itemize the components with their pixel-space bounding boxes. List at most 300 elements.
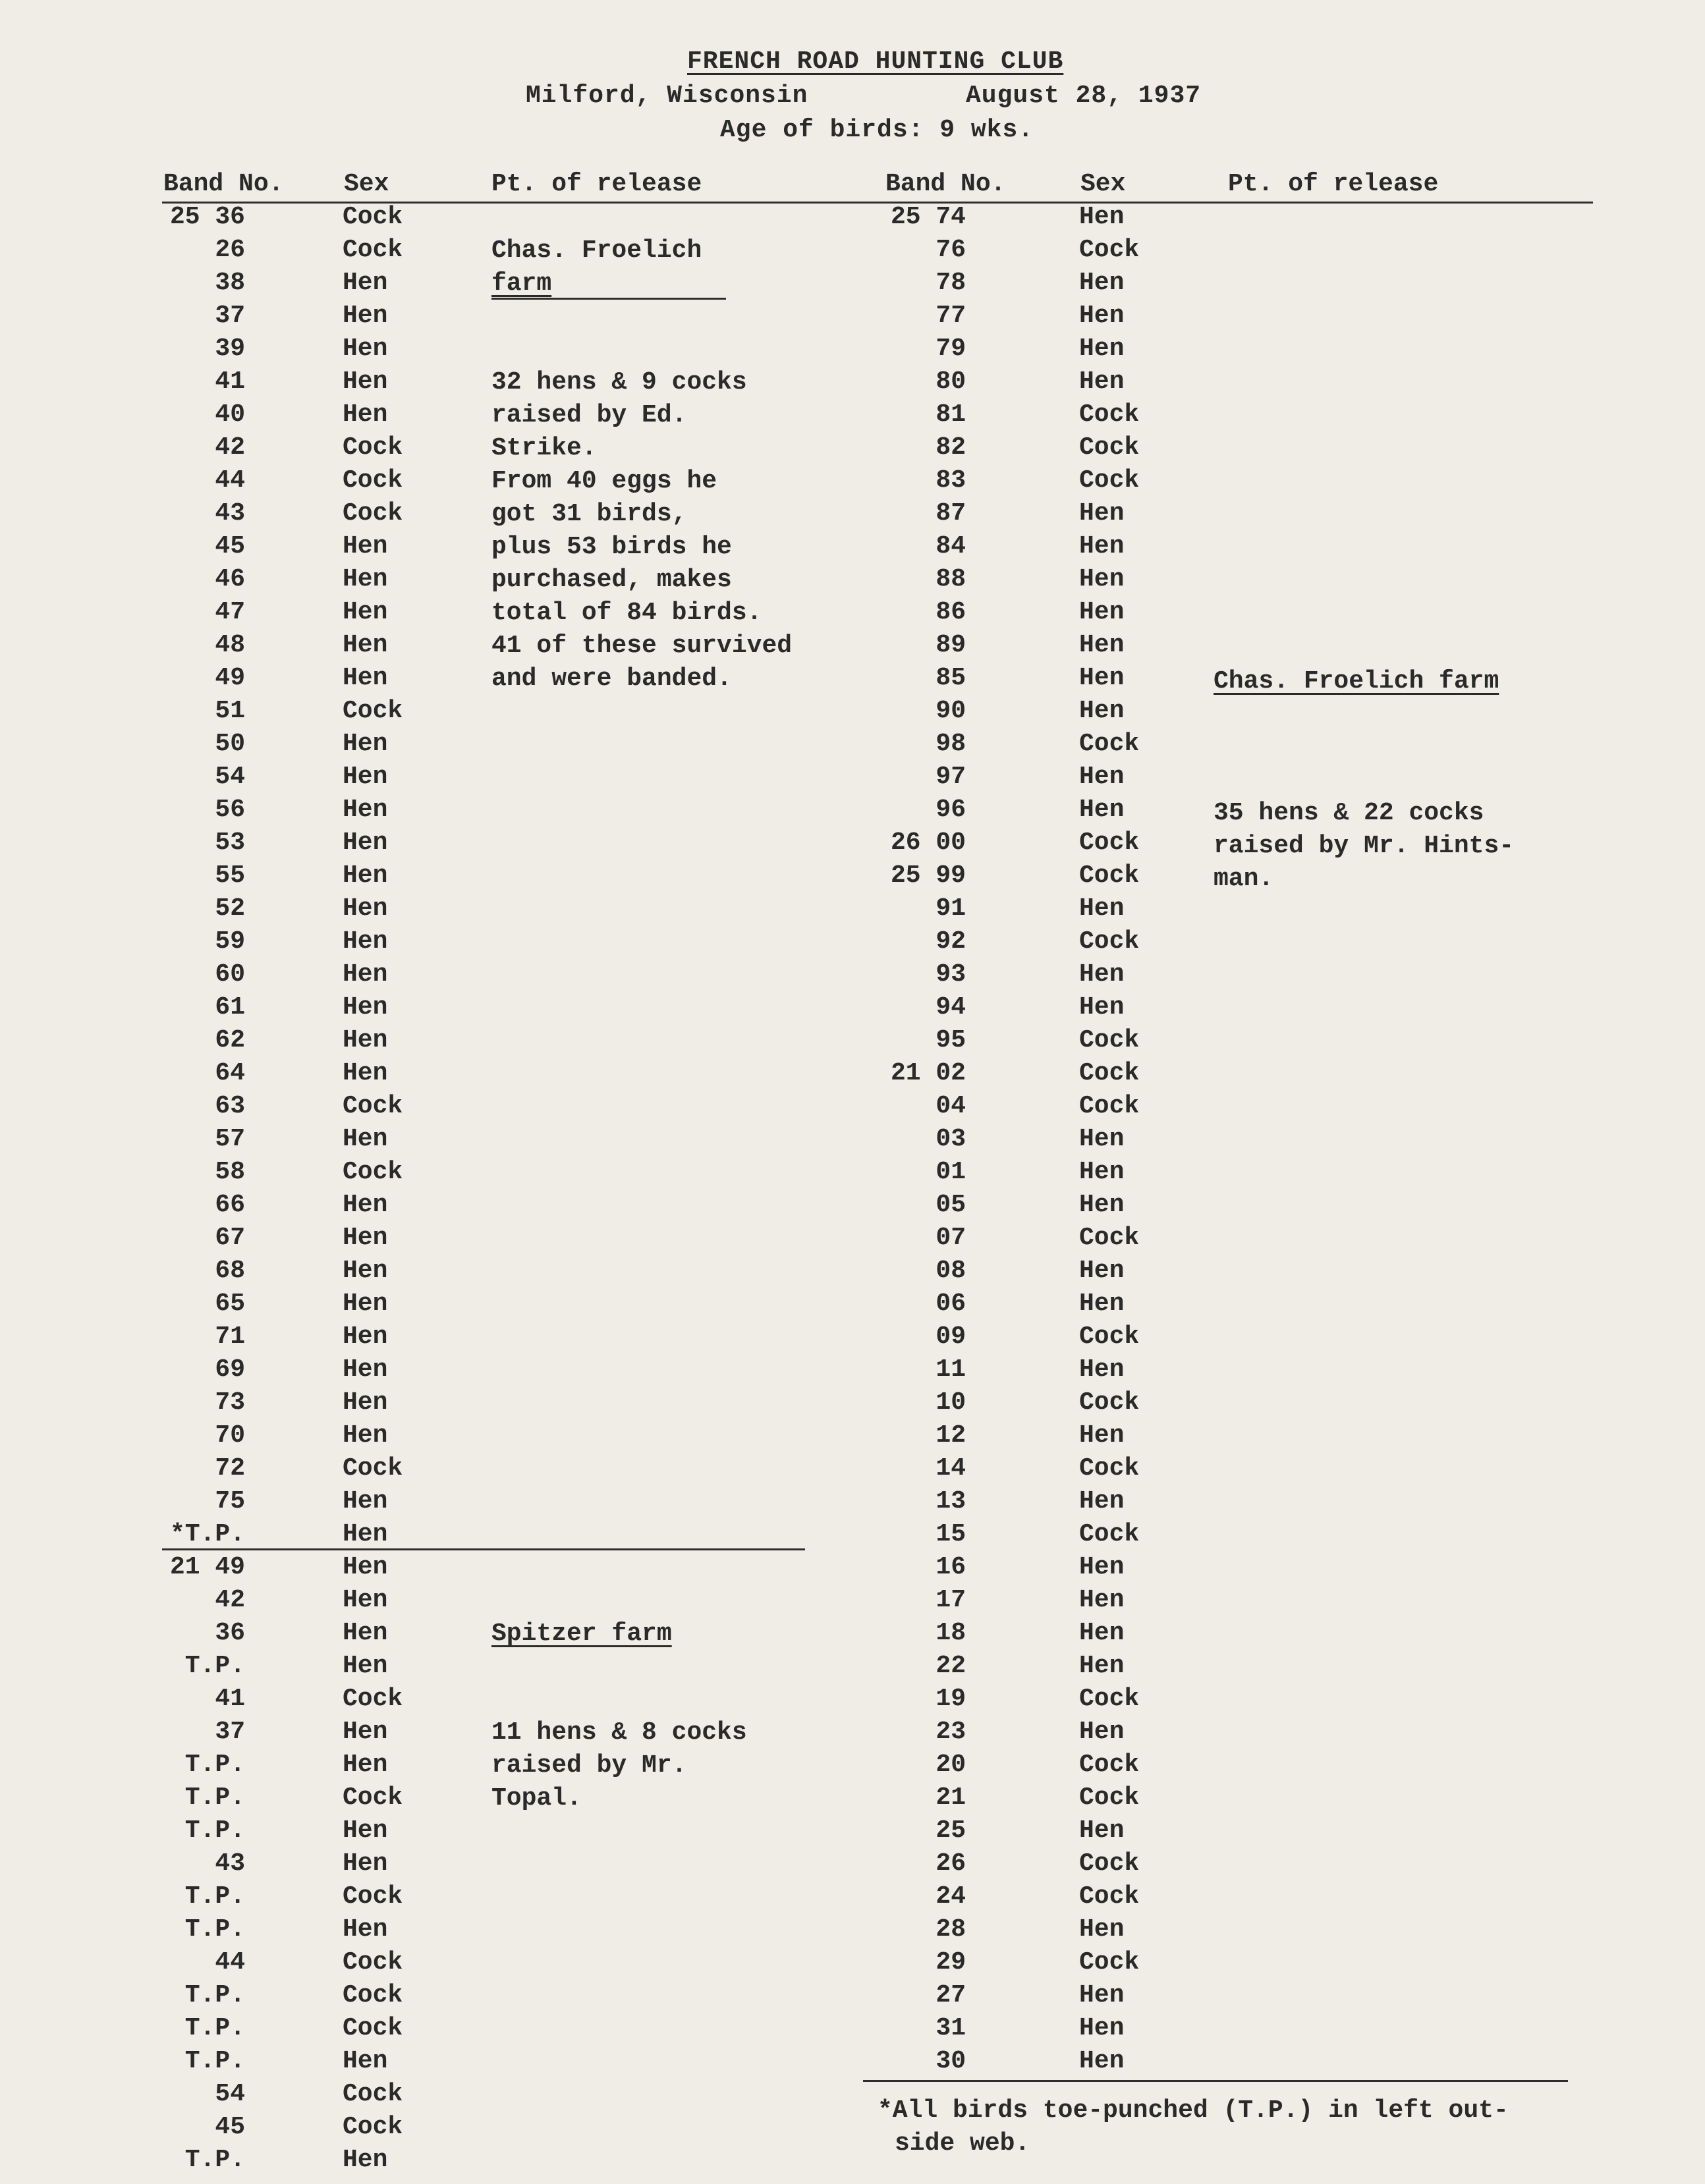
sex-value: Cock	[1079, 236, 1140, 264]
left-sex-header: Sex	[344, 170, 389, 198]
band-number: 22	[936, 1652, 966, 1680]
sex-value: Hen	[1079, 368, 1125, 396]
sex-value: Hen	[343, 894, 388, 923]
sex-value: Cock	[343, 236, 403, 264]
band-number: 36	[215, 1619, 245, 1647]
band-number: 41	[215, 368, 245, 396]
band-number: 55	[215, 861, 245, 890]
band-number: 68	[215, 1257, 245, 1285]
sex-value: Hen	[1079, 598, 1125, 626]
band-number: 63	[215, 1092, 245, 1120]
band-number: 93	[936, 960, 966, 989]
sex-value: Hen	[343, 927, 388, 956]
band-number: 71	[215, 1323, 245, 1351]
band-number: 65	[215, 1290, 245, 1318]
sex-value: Hen	[343, 1915, 388, 1944]
band-number: 77	[936, 302, 966, 330]
right-row	[0, 1191, 1705, 1224]
right-row	[0, 1882, 1705, 1915]
left-band-header: Band No.	[163, 170, 284, 198]
sex-value: Hen	[343, 861, 388, 890]
ed-strike-note-3: Strike.	[491, 434, 597, 462]
sex-value: Cock	[1079, 730, 1140, 758]
sex-value: Cock	[1079, 1323, 1140, 1351]
right-row	[0, 993, 1705, 1026]
left-row	[0, 2146, 1705, 2179]
sex-value: Hen	[343, 335, 388, 363]
sex-value: Hen	[343, 1191, 388, 1219]
right-row	[0, 1224, 1705, 1257]
sex-value: Cock	[1079, 1026, 1140, 1054]
sex-value: Hen	[343, 1816, 388, 1845]
sex-value: Hen	[343, 1290, 388, 1318]
sex-value: Cock	[343, 1158, 403, 1186]
right-row	[0, 1092, 1705, 1125]
sex-value: Hen	[343, 2146, 388, 2174]
right-row	[0, 1816, 1705, 1849]
band-number: *T.P.	[169, 1520, 245, 1548]
froelich-note-line2: farm	[491, 269, 552, 298]
band-number: 30	[936, 2047, 966, 2075]
sex-value: Cock	[1079, 1751, 1140, 1779]
sex-value: Hen	[1079, 960, 1125, 989]
sex-value: Hen	[1079, 203, 1125, 231]
band-number: 98	[936, 730, 966, 758]
sex-value: Cock	[1079, 1849, 1140, 1878]
sex-value: Hen	[1079, 1981, 1125, 2009]
right-band-header: Band No.	[885, 170, 1006, 198]
ed-strike-note-5: got 31 birds,	[491, 500, 687, 528]
band-number: T.P.	[184, 1981, 245, 2009]
band-number: 92	[936, 927, 966, 956]
sex-value: Cock	[1079, 1882, 1140, 1911]
right-row	[0, 302, 1705, 335]
sex-value: Hen	[1079, 269, 1125, 297]
sex-value: Hen	[343, 1652, 388, 1680]
sex-value: Cock	[343, 2080, 403, 2108]
band-number: 04	[936, 1092, 966, 1120]
club-title: FRENCH ROAD HUNTING CLUB	[687, 47, 1064, 76]
sex-value: Hen	[343, 631, 388, 659]
sex-value: Hen	[1079, 565, 1125, 593]
band-number: T.P.	[184, 1816, 245, 1845]
right-row	[0, 1981, 1705, 2014]
band-number: T.P.	[184, 1751, 245, 1779]
sex-value: Hen	[1079, 796, 1125, 824]
sex-value: Hen	[343, 664, 388, 692]
band-number: 72	[215, 1454, 245, 1483]
right-row	[0, 1718, 1705, 1751]
sex-value: Hen	[1079, 763, 1125, 791]
band-number: 07	[936, 1224, 966, 1252]
sex-value: Hen	[1079, 1553, 1125, 1581]
topal-note-2: raised by Mr.	[491, 1751, 687, 1780]
band-number: 25	[936, 1816, 966, 1845]
right-row	[0, 1323, 1705, 1355]
band-number: 66	[215, 1191, 245, 1219]
band-number: 91	[936, 894, 966, 923]
right-row	[0, 236, 1705, 269]
right-row	[0, 1685, 1705, 1718]
ed-strike-note-1: 32 hens & 9 cocks	[491, 368, 747, 396]
ed-strike-note-8: total of 84 birds.	[491, 599, 762, 627]
right-row	[0, 894, 1705, 927]
band-number: 45	[215, 2113, 245, 2141]
sex-value: Cock	[343, 433, 403, 462]
band-number: 49	[215, 664, 245, 692]
band-number: 47	[215, 598, 245, 626]
band-number: 96	[936, 796, 966, 824]
band-number: 42	[215, 1586, 245, 1614]
band-number: 54	[215, 763, 245, 791]
band-number: 89	[936, 631, 966, 659]
band-number: 06	[936, 1290, 966, 1318]
right-row	[0, 433, 1705, 466]
location: Milford, Wisconsin	[526, 82, 808, 110]
sex-value: Cock	[1079, 1224, 1140, 1252]
right-row	[0, 565, 1705, 598]
sex-value: Hen	[1079, 1652, 1125, 1680]
band-number: 24	[936, 1882, 966, 1911]
sex-value: Hen	[1079, 631, 1125, 659]
band-number: 23	[936, 1718, 966, 1746]
sex-value: Hen	[343, 598, 388, 626]
sex-value: Cock	[1079, 1685, 1140, 1713]
sex-value: Hen	[343, 1553, 388, 1581]
sex-value: Cock	[343, 697, 403, 725]
band-number: 21	[936, 1784, 966, 1812]
sex-value: Hen	[343, 1257, 388, 1285]
sex-value: Hen	[343, 532, 388, 560]
ed-strike-note-9: 41 of these survived	[491, 632, 793, 660]
footnote-line1: *All birds toe-punched (T.P.) in left out-	[878, 2096, 1509, 2125]
right-row	[0, 1059, 1705, 1092]
band-number: 08	[936, 1257, 966, 1285]
sex-value: Cock	[343, 1882, 403, 1911]
right-row	[0, 1553, 1705, 1586]
sex-value: Hen	[1079, 1421, 1125, 1450]
band-number: 17	[936, 1586, 966, 1614]
band-number: 44	[215, 466, 245, 495]
topal-note-3: Topal.	[491, 1784, 582, 1813]
sex-value: Hen	[343, 1718, 388, 1746]
left-release-header: Pt. of release	[491, 170, 702, 198]
sex-value: Hen	[343, 1586, 388, 1614]
topal-note-1: 11 hens & 8 cocks	[491, 1718, 747, 1747]
sex-value: Hen	[343, 1125, 388, 1153]
sex-value: Hen	[1079, 1290, 1125, 1318]
sex-value: Hen	[343, 565, 388, 593]
band-number: 26	[215, 236, 245, 264]
sex-value: Hen	[1079, 1619, 1125, 1647]
sex-value: Hen	[343, 1059, 388, 1087]
ed-strike-note-4: From 40 eggs he	[491, 467, 717, 495]
sex-value: Hen	[1079, 1125, 1125, 1153]
band-number: 43	[215, 499, 245, 528]
band-number: 61	[215, 993, 245, 1022]
right-row	[0, 1784, 1705, 1816]
sex-value: Hen	[1079, 1191, 1125, 1219]
band-number: 10	[936, 1388, 966, 1417]
sex-value: Cock	[343, 203, 403, 231]
band-number: 05	[936, 1191, 966, 1219]
right-row	[0, 335, 1705, 368]
right-row	[0, 1026, 1705, 1059]
right-row	[0, 1948, 1705, 1981]
right-row	[0, 1520, 1705, 1553]
sex-value: Cock	[1079, 1454, 1140, 1483]
sex-value: Hen	[343, 368, 388, 396]
sex-value: Hen	[1079, 1586, 1125, 1614]
sex-value: Hen	[1079, 1355, 1125, 1384]
band-number: 62	[215, 1026, 245, 1054]
right-row	[0, 1125, 1705, 1158]
right-row	[0, 1849, 1705, 1882]
right-row	[0, 1652, 1705, 1685]
sex-value: Cock	[343, 466, 403, 495]
right-row	[0, 631, 1705, 664]
band-number: 58	[215, 1158, 245, 1186]
ed-strike-note-10: and were banded.	[491, 665, 732, 693]
right-row	[0, 1586, 1705, 1619]
sex-value: Hen	[343, 1619, 388, 1647]
sex-value: Hen	[1079, 697, 1125, 725]
sex-value: Hen	[343, 796, 388, 824]
right-row	[0, 927, 1705, 960]
right-row	[0, 1619, 1705, 1652]
band-number: 73	[215, 1388, 245, 1417]
sex-value: Hen	[1079, 1816, 1125, 1845]
sex-value: Hen	[1079, 499, 1125, 528]
sex-value: Hen	[343, 730, 388, 758]
band-number: 64	[215, 1059, 245, 1087]
band-number: 39	[215, 335, 245, 363]
band-number: 51	[215, 697, 245, 725]
sex-value: Cock	[1079, 829, 1140, 857]
sex-value: Hen	[343, 1487, 388, 1515]
right-row	[0, 730, 1705, 763]
sex-value: Cock	[1079, 927, 1140, 956]
sex-value: Hen	[1079, 894, 1125, 923]
right-row	[0, 1158, 1705, 1191]
band-number: 15	[936, 1520, 966, 1548]
sex-value: Cock	[343, 1092, 403, 1120]
band-number: 16	[936, 1553, 966, 1581]
band-number: 25 74	[890, 203, 966, 231]
right-row	[0, 2047, 1705, 2080]
sex-value: Hen	[1079, 1718, 1125, 1746]
sex-value: Hen	[1079, 1158, 1125, 1186]
hintsman-note-3: man.	[1214, 865, 1274, 893]
band-number: 75	[215, 1487, 245, 1515]
ed-strike-note-7: purchased, makes	[491, 566, 732, 594]
band-number: 31	[936, 2014, 966, 2042]
right-row	[0, 1915, 1705, 1948]
spitzer-note: Spitzer farm	[491, 1620, 672, 1648]
right-row	[0, 1388, 1705, 1421]
right-row	[0, 1290, 1705, 1323]
band-number: 42	[215, 433, 245, 462]
band-number: 11	[936, 1355, 966, 1384]
right-row	[0, 1257, 1705, 1290]
sex-value: Hen	[1079, 302, 1125, 330]
band-number: 26	[936, 1849, 966, 1878]
band-number: 28	[936, 1915, 966, 1944]
right-row	[0, 697, 1705, 730]
sex-value: Cock	[343, 499, 403, 528]
band-number: 21 02	[890, 1059, 966, 1087]
sex-value: Hen	[343, 400, 388, 429]
band-number: T.P.	[184, 1652, 245, 1680]
band-number: 50	[215, 730, 245, 758]
band-number: T.P.	[184, 2014, 245, 2042]
band-number: T.P.	[184, 2146, 245, 2174]
band-number: 25 36	[169, 203, 245, 231]
band-number: T.P.	[184, 1882, 245, 1911]
sex-value: Hen	[1079, 335, 1125, 363]
band-number: 67	[215, 1224, 245, 1252]
band-number: 81	[936, 400, 966, 429]
band-number: 70	[215, 1421, 245, 1450]
band-number: 20	[936, 1751, 966, 1779]
footnote-line2: side web.	[895, 2129, 1030, 2158]
right-row	[0, 1355, 1705, 1388]
right-row	[0, 598, 1705, 631]
band-number: 79	[936, 335, 966, 363]
band-number: T.P.	[184, 1915, 245, 1944]
sex-value: Hen	[1079, 2014, 1125, 2042]
band-number: 45	[215, 532, 245, 560]
right-row	[0, 2014, 1705, 2047]
band-number: 87	[936, 499, 966, 528]
band-number: 40	[215, 400, 245, 429]
band-number: 97	[936, 763, 966, 791]
hintsman-note-2: raised by Mr. Hints-	[1214, 832, 1515, 860]
sex-value: Cock	[343, 1981, 403, 2009]
froelich-note-line1: Chas. Froelich	[491, 236, 702, 265]
band-number: 90	[936, 697, 966, 725]
right-sex-header: Sex	[1080, 170, 1126, 198]
right-row	[0, 1487, 1705, 1520]
band-number: 69	[215, 1355, 245, 1384]
band-number: 21 49	[169, 1553, 245, 1581]
band-number: 37	[215, 1718, 245, 1746]
ed-strike-note-6: plus 53 birds he	[491, 533, 732, 561]
band-number: 37	[215, 302, 245, 330]
sex-value: Hen	[343, 2047, 388, 2075]
sex-value: Hen	[343, 1421, 388, 1450]
band-number: 14	[936, 1454, 966, 1483]
sex-value: Cock	[343, 1784, 403, 1812]
sex-value: Hen	[1079, 664, 1125, 692]
sex-value: Hen	[343, 269, 388, 297]
band-number: 82	[936, 433, 966, 462]
band-number: 84	[936, 532, 966, 560]
band-number: T.P.	[184, 1784, 245, 1812]
sex-value: Cock	[343, 1685, 403, 1713]
right-release-header: Pt. of release	[1228, 170, 1439, 198]
band-number: 19	[936, 1685, 966, 1713]
band-number: 52	[215, 894, 245, 923]
band-number: 53	[215, 829, 245, 857]
band-number: T.P.	[184, 2047, 245, 2075]
sex-value: Cock	[1079, 1092, 1140, 1120]
sex-value: Cock	[1079, 1388, 1140, 1417]
ed-strike-note-2: raised by Ed.	[491, 401, 687, 429]
sex-value: Cock	[1079, 1948, 1140, 1977]
band-number: 88	[936, 565, 966, 593]
sex-value: Hen	[1079, 993, 1125, 1022]
right-row	[0, 1421, 1705, 1454]
sex-value: Hen	[1079, 1487, 1125, 1515]
sex-value: Hen	[1079, 1257, 1125, 1285]
sex-value: Hen	[343, 1224, 388, 1252]
band-number: 54	[215, 2080, 245, 2108]
sex-value: Cock	[343, 1454, 403, 1483]
band-number: 38	[215, 269, 245, 297]
band-number: 18	[936, 1619, 966, 1647]
band-number: 27	[936, 1981, 966, 2009]
band-number: 01	[936, 1158, 966, 1186]
sex-value: Cock	[343, 2014, 403, 2042]
sex-value: Hen	[343, 1355, 388, 1384]
sex-value: Hen	[343, 763, 388, 791]
sex-value: Cock	[343, 1948, 403, 1977]
sex-value: Cock	[1079, 1784, 1140, 1812]
sex-value: Hen	[343, 1388, 388, 1417]
sex-value: Cock	[1079, 400, 1140, 429]
hintsman-note-1: 35 hens & 22 cocks	[1214, 799, 1484, 827]
right-row	[0, 960, 1705, 993]
band-number: 09	[936, 1323, 966, 1351]
band-number: 25 99	[890, 861, 966, 890]
band-number: 56	[215, 796, 245, 824]
band-number: 60	[215, 960, 245, 989]
band-number: 03	[936, 1125, 966, 1153]
sex-value: Hen	[1079, 532, 1125, 560]
report-date: August 28, 1937	[966, 82, 1202, 110]
sex-value: Hen	[343, 960, 388, 989]
bird-age: Age of birds: 9 wks.	[720, 116, 1034, 144]
sex-value: Hen	[343, 993, 388, 1022]
sex-value: Hen	[343, 302, 388, 330]
right-row	[0, 203, 1705, 236]
band-number: 86	[936, 598, 966, 626]
right-row	[0, 466, 1705, 499]
band-number: 80	[936, 368, 966, 396]
band-number: 26 00	[890, 829, 966, 857]
right-row	[0, 499, 1705, 532]
sex-value: Cock	[1079, 1520, 1140, 1548]
band-number: 95	[936, 1026, 966, 1054]
band-number: 41	[215, 1685, 245, 1713]
right-row	[0, 532, 1705, 565]
right-row	[0, 861, 1705, 894]
band-number: 85	[936, 664, 966, 692]
right-row	[0, 1751, 1705, 1784]
sex-value: Hen	[343, 1026, 388, 1054]
sex-value: Hen	[343, 829, 388, 857]
band-number: 29	[936, 1948, 966, 1977]
sex-value: Cock	[1079, 1059, 1140, 1087]
sex-value: Hen	[1079, 2047, 1125, 2075]
sex-value: Cock	[1079, 433, 1140, 462]
sex-value: Hen	[343, 1323, 388, 1351]
sex-value: Hen	[343, 1751, 388, 1779]
right-row	[0, 269, 1705, 302]
band-number: 76	[936, 236, 966, 264]
band-number: 43	[215, 1849, 245, 1878]
